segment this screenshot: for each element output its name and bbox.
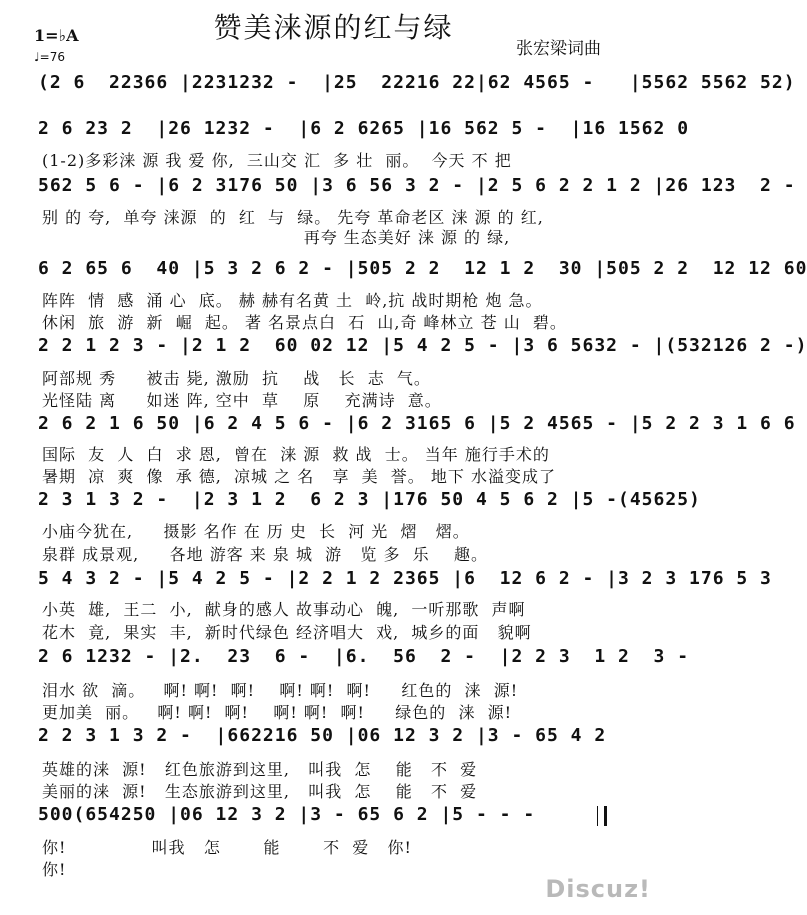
- lyric-row: 再夸 生态美好 涞 源 的 绿,: [42, 228, 511, 247]
- notation-row: 6 2 65 6 40 |5 3 2 6 2 - |505 2 2 12 1 2 30 |505 2 2 12 12 60: [38, 258, 807, 279]
- lyric-row: 别 的 夸, 单夸 涞源 的 红 与 绿。 先夸 革命老区 涞 源 的 红,: [42, 208, 544, 227]
- lyric-row: 国际 友 人 白 求 恩, 曾在 涞 源 救 战 士。 当年 施行手术的: [42, 445, 550, 464]
- lyric-row: 花木 竟, 果实 丰, 新时代绿色 经济唱大 戏, 城乡的面 貌啊: [42, 623, 532, 642]
- lyric-row: 你! 叫我 怎 能 不 爱 你!: [42, 838, 412, 857]
- key-signature: 1=♭A: [34, 26, 79, 45]
- lyric-row: 阿部规 秀 被击 毙, 激励 抗 战 长 志 气。: [42, 369, 431, 388]
- lyric-row: (1-2)多彩涞 源 我 爱 你, 三山交 汇 多 壮 丽。 今天 不 把: [42, 151, 512, 170]
- notation-row: 2 6 2 1 6 50 |6 2 4 5 6 - |6 2 3165 6 |5 2 4565 - |5 2 2 3 1 6 6: [38, 413, 796, 434]
- notation-row: 5 4 3 2 - |5 4 2 5 - |2 2 1 2 2365 |6 12 6 2 - |3 2 3 176 5 3: [38, 568, 772, 589]
- final-barline: [597, 806, 607, 826]
- notation-row: 2 3 1 3 2 - |2 3 1 2 6 2 3 |176 50 4 5 6 2 |5 -(45625): [38, 489, 701, 510]
- notation-row: (2 6 22366 |2231232 - |25 22216 22|62 4565 - |5562 5562 52): [38, 72, 796, 93]
- lyric-row: 泉群 成景观, 各地 游客 来 泉 城 游 览 多 乐 趣。: [42, 545, 488, 564]
- notation-row: 562 5 6 - |6 2 3176 50 |3 6 56 3 2 - |2 5 6 2 2 1 2 |26 123 2 -: [38, 175, 796, 196]
- notation-row: 2 6 1232 - |2. 23 6 - |6. 56 2 - |2 2 3 1 2 3 -: [38, 646, 690, 667]
- lyric-row: 泪水 欲 滴。 啊! 啊! 啊! 啊! 啊! 啊! 红色的 涞 源!: [42, 681, 519, 700]
- lyric-row: 小英 雄, 王二 小, 献身的感人 故事动心 魄, 一听那歌 声啊: [42, 600, 526, 619]
- lyric-row: 小庙今犹在, 摄影 名作 在 历 史 长 河 光 熠 熠。: [42, 522, 470, 541]
- lyric-row: 阵阵 情 感 涌 心 底。 赫 赫有名黄 土 岭,抗 战时期枪 炮 急。: [42, 291, 543, 310]
- watermark-logo: Discuz!: [545, 875, 651, 903]
- lyric-row: 英雄的涞 源! 红色旅游到这里, 叫我 怎 能 不 爱: [42, 760, 478, 779]
- lyric-row: 你!: [42, 860, 67, 879]
- lyric-row: 光怪陆 离 如迷 阵, 空中 草 原 充满诗 意。: [42, 391, 442, 410]
- tempo-mark: ♩=76: [34, 50, 65, 64]
- notation-row: 500(654250 |06 12 3 2 |3 - 65 6 2 |5 - - -: [38, 804, 547, 825]
- notation-row: 2 2 1 2 3 - |2 1 2 60 02 12 |5 4 2 5 - |3 6 5632 - |(532126 2 -): [38, 335, 807, 356]
- notation-row: 2 6 23 2 |26 1232 - |6 2 6265 |16 562 5 - |16 1562 0: [38, 118, 690, 139]
- lyric-row: 暑期 凉 爽 像 承 德, 凉城 之 名 享 美 誉。 地下 水溢变成了: [42, 467, 556, 486]
- lyric-row: 美丽的涞 源! 生态旅游到这里, 叫我 怎 能 不 爱: [42, 782, 478, 801]
- lyric-row: 更加美 丽。 啊! 啊! 啊! 啊! 啊! 啊! 绿色的 涞 源!: [42, 703, 513, 722]
- lyric-row: 休闲 旅 游 新 崛 起。 著 名景点白 石 山,奇 峰林立 苍 山 碧。: [42, 313, 567, 332]
- author-credit: 张宏梁词曲: [516, 39, 601, 59]
- notation-row: 2 2 3 1 3 2 - |662216 50 |06 12 3 2 |3 - 65 4 2: [38, 725, 607, 746]
- page-title: 赞美涞源的红与绿: [213, 11, 454, 44]
